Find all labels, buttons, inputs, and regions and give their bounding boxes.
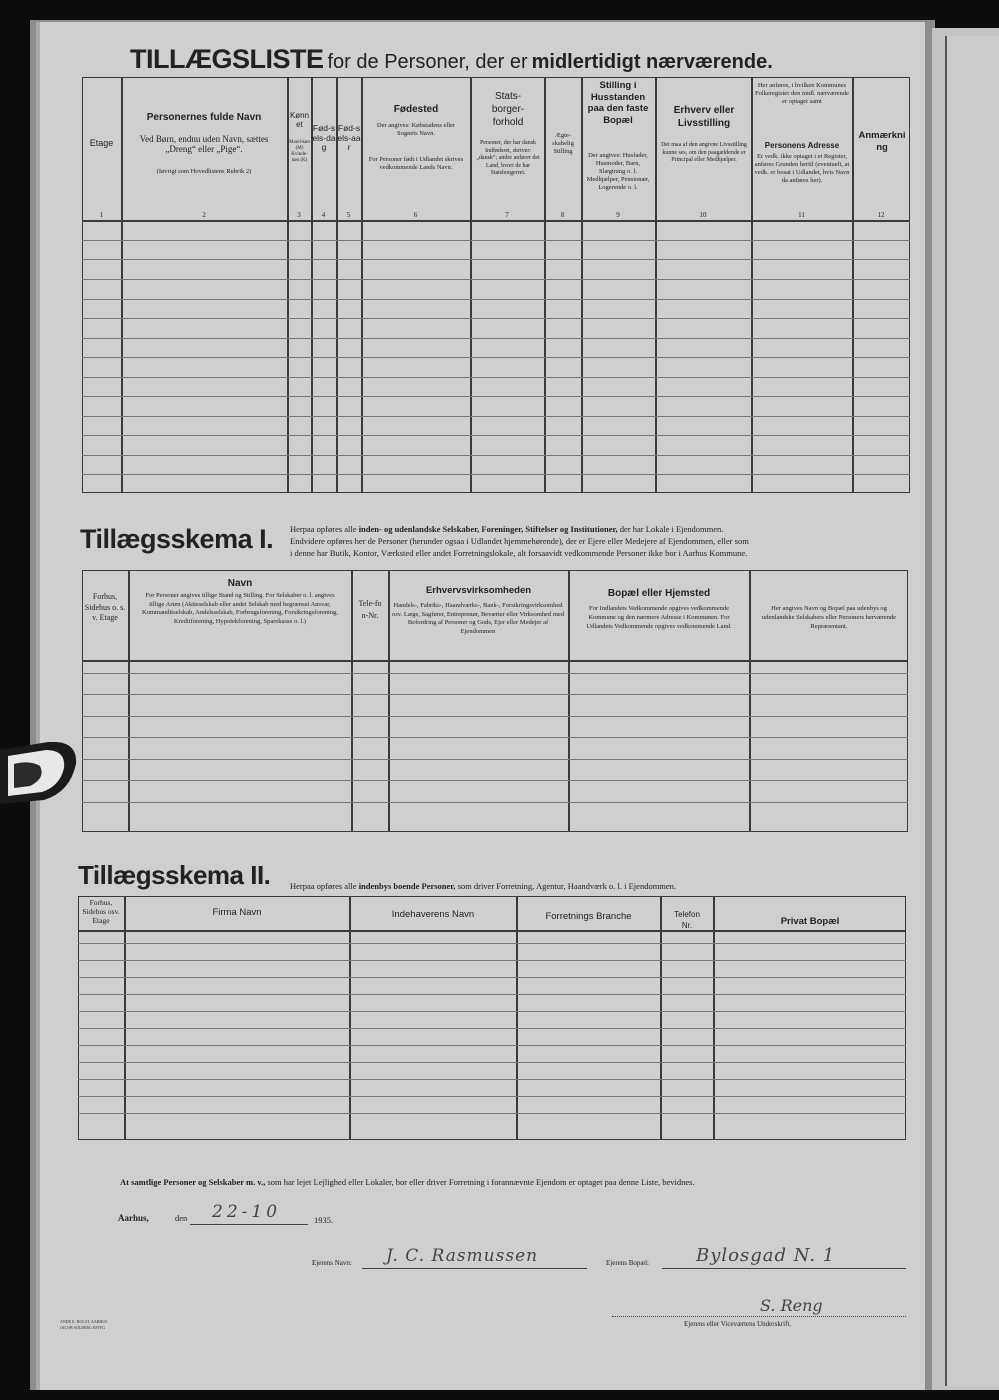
schema2-col-line	[713, 896, 715, 1140]
declaration-b: som har lejet Lejlighed eller Lokaler, bor eller driver Forretning i forannævnte Ejendom er optaget paa denne Liste, bevidnes.	[265, 1177, 695, 1187]
declaration	[120, 1177, 910, 1187]
list-col-line	[852, 77, 854, 493]
list-col-num: 6	[413, 211, 418, 219]
list-col-line	[361, 77, 363, 493]
schema1-row-line	[82, 716, 908, 717]
list-col6-head: Fødested	[393, 104, 439, 115]
schema1-desc-1b: inden- og udenlandske Selskaber, Foreninger, Stiftelser og Institutioner,	[358, 524, 618, 534]
schema2-col-line	[124, 896, 126, 1140]
list-col11-sub: Er vedk. ikke optaget i et Register, anføres Grunden hertil (eventuelt, at vedk. er bosat i Udlandet, hvis Navn da anføres her).	[754, 153, 850, 184]
list-row-line	[82, 377, 910, 378]
schema1-row-line	[82, 737, 908, 738]
list-col-num: 3	[297, 211, 301, 219]
binder-clip-icon	[0, 742, 80, 804]
schema1-desc-1a: Herpaa opføres alle	[290, 524, 359, 534]
list-row-line	[82, 474, 910, 475]
list-col-num: 10	[699, 211, 707, 219]
schema1-title: Tillægsskema I.	[80, 524, 274, 554]
list-header-divider	[82, 220, 910, 222]
schema2-row-line	[78, 977, 906, 978]
schema1-col-navn: Navn	[227, 578, 253, 589]
list-row-line	[82, 396, 910, 397]
list-row-line	[82, 259, 910, 260]
list-col10-head: Erhverv eller Livsstilling	[673, 105, 735, 129]
schema1-col-erhverv-sub: Handels-, Fabriks-, Haandværks-, Bank-, Forsikringsvirksomhed osv. Læge, Sagfører, Entreprenør, Beværter eller Virksomhed med Befordring af Personer og Gods, Ejer eller Medejer af Ejendommen	[392, 602, 565, 635]
list-row-line	[82, 338, 910, 339]
schema2-row-line	[78, 943, 906, 944]
signature-label: Ejerens eller Viceværtens Underskrift.	[684, 1320, 792, 1328]
list-col-line	[581, 77, 583, 493]
schema1-row-line	[82, 780, 908, 781]
schema1-col-line	[749, 570, 751, 832]
schema2-row-line	[78, 1028, 906, 1029]
list-row-line	[82, 299, 910, 300]
schema2-desc-c: som driver Forretning, Agentur, Haandværk o. l. i Ejendommen.	[455, 881, 677, 891]
list-title-rest: for de Personer, der er	[327, 51, 528, 73]
list-col12-head: Anmærkning	[858, 130, 906, 153]
list-col6-note: For Personer født i Udlandet skrives vedkommende Lands Navn.	[368, 156, 464, 171]
schema2-desc-b: indenbys boende Personer,	[358, 881, 456, 891]
list-col-num: 11	[798, 211, 805, 219]
list-col-line	[751, 77, 753, 493]
facing-page-inner	[945, 36, 999, 1386]
schema1-col-etage: Forhus, Sidehus o. s. v. Etage	[84, 592, 126, 622]
schema1-col-navn-sub: For Personer angives tillige Stand og Stilling. For Selskaber o. l. angives tillige Arten (Aktieselskab eller andet Selskab med begrænset Ansvar, Kommanditselskab, Andelsselskab, Forbrugsforening, Forsikringsforening, Kreditforening, Hypotekforening, Sparekasse o. l.)	[142, 592, 338, 625]
owner-address-label: Ejerens Bopæl:	[606, 1259, 649, 1267]
schema2-col-tlf: Telefon Nr.	[674, 910, 700, 930]
schema1-col-line	[351, 570, 353, 832]
schema2-title: Tillægsskema II.	[78, 860, 271, 890]
schema2-row-line	[78, 1011, 906, 1012]
list-col10-sub: Det maa af den angivne Livsstilling kunne ses, om den paagældende er Principal eller Medhjælper.	[661, 142, 747, 163]
list-title-big: TILLÆGSLISTE	[130, 44, 324, 74]
schema2-row-line	[78, 994, 906, 995]
schema1-col-repr: Her angives Navn og Bopæl paa udenbys og udenlandske Selskabers eller Personers herværende Repræsentant.	[762, 605, 896, 630]
schema1-col-bopael-sub: For Indlandets Vedkommende opgives vedkommende Kommune og den nærmere Adresse i Kommunen. For Udlandets Vedkommende opgives vedkommende Land.	[586, 605, 732, 630]
printer-line-1: ANDE E. HOLST, AARHUS	[60, 1319, 108, 1324]
list-col4-head: Fød-sels-dag	[312, 123, 336, 153]
schema1-desc-1c: der har Lokale i Ejendommen.	[617, 524, 724, 534]
list-col-num: 7	[505, 211, 509, 219]
date-line	[190, 1224, 308, 1225]
schema2-row-line	[78, 1079, 906, 1080]
schema2-col-line	[660, 896, 662, 1140]
schema1-col-tlf: Tele-fon-Nr.	[358, 599, 382, 620]
list-col2-sub: Ved Børn, endnu uden Navn, sættes „Dreng“ eller „Pige“.	[139, 134, 269, 155]
schema1-row-line	[82, 759, 908, 760]
year-label: 1935.	[314, 1215, 334, 1225]
list-row-line	[82, 318, 910, 319]
list-title	[130, 44, 890, 75]
list-col-num: 5	[346, 211, 351, 219]
list-row-line	[82, 455, 910, 456]
list-col3-head: Kønnet	[289, 111, 310, 129]
date-handwritten: 22-10	[212, 1202, 282, 1222]
list-col8-sub: Ægte-skabelig Stilling	[552, 132, 574, 155]
schema1-col-bopael: Bopæl eller Hjemsted	[607, 588, 711, 599]
owner-name-line	[362, 1268, 587, 1269]
signature-line	[612, 1316, 906, 1318]
schema2-row-line	[78, 1062, 906, 1063]
printer-line-2: JACOB SOLBERG EFTFG	[60, 1324, 106, 1330]
city-label: Aarhus,	[118, 1213, 149, 1223]
schema1-row-line	[82, 694, 908, 695]
list-col2-head: Personernes fulde Navn	[146, 112, 262, 123]
list-col-line	[470, 77, 472, 493]
schema2-row-line	[78, 1096, 906, 1097]
schema1-col-line	[568, 570, 570, 832]
schema2-col-line	[516, 896, 518, 1140]
list-row-line	[82, 435, 910, 436]
list-row-line	[82, 240, 910, 241]
list-col-num: 9	[616, 211, 620, 219]
schema2-col-privat: Privat Bopæl	[780, 916, 840, 927]
list-row-line	[82, 416, 910, 417]
schema2-row-line	[78, 1045, 906, 1046]
schema2-table	[78, 896, 906, 1140]
schema1-desc-3: i denne har Butik, Kontor, Værksted eller andet Forretningslokale, alt forsaavidt vedkommende Personer ikke bor i Aarhus Kommune.	[290, 548, 748, 558]
schema2-desc-a: Herpaa opføres alle	[290, 881, 359, 891]
schema2-row-line	[78, 960, 906, 961]
schema1-col-line	[388, 570, 390, 832]
printer-credit	[60, 1319, 107, 1330]
list-col1-head: Etage	[89, 138, 114, 148]
schema1-desc	[290, 523, 910, 559]
schema2-desc	[290, 881, 676, 891]
list-col-num: 4	[321, 211, 326, 219]
owner-name: J. C. Rasmussen	[386, 1246, 539, 1266]
signature: S. Reng	[760, 1296, 823, 1315]
schema2-col-firma: Firma Navn	[212, 907, 262, 918]
owner-address-line	[662, 1268, 906, 1269]
list-row-line	[82, 279, 910, 280]
owner-name-label: Ejerens Navn:	[312, 1259, 352, 1267]
list-col-num: 12	[877, 211, 885, 219]
schema2-col-branche: Forretnings Branche	[545, 911, 632, 922]
schema1-header-divider	[82, 660, 908, 662]
list-row-line	[82, 357, 910, 358]
list-title-bold: midlertidigt nærværende.	[531, 51, 773, 73]
owner-address: Bylosgad N. 1	[696, 1245, 836, 1266]
schema2-col-indehaver: Indehaverens Navn	[391, 909, 475, 920]
schema2-col-line	[349, 896, 351, 1140]
schema1-col-erhverv: Erhvervsvirksomheden	[425, 585, 532, 596]
list-col9-sub: Der angives: Husfader, Husmoder, Barn, Slægtning o. l. Medhjælper, Pensionær, Logerende o. l.	[586, 152, 650, 191]
list-col5-head: Fød-sels-aar	[337, 123, 361, 153]
list-col6-sub: Der angives: Købstadens eller Sognets Navn.	[376, 122, 456, 137]
list-col11-pre: Her anføres, i hvilken Kommunes Folkeregister den midl. nærværende er optaget samt	[755, 82, 849, 105]
schema1-row-line	[82, 673, 908, 674]
schema1-desc-2: Endvidere opføres her de Personer (herunder ogsaa i Udlandet hjemmehørende), der er Ejere eller Medejere af Ejendommen, eller som	[290, 536, 749, 546]
list-col7-head: Stats-borger-forhold	[491, 91, 525, 128]
list-col3-sub: Mand-køn (M) Kvinde-køn (K)	[289, 140, 310, 163]
schema2-header-divider	[78, 930, 906, 932]
schema2-col-etage: Forhus, Sidehus osv. Etage	[82, 898, 120, 925]
schema1-row-line	[82, 802, 908, 803]
list-col-num: 2	[202, 211, 206, 219]
list-col-num: 8	[560, 211, 565, 219]
declaration-a: At samtlige Personer og Selskaber m. v.,	[120, 1177, 266, 1187]
list-col-line	[121, 77, 123, 493]
list-col9-head: Stilling i Husstanden paa den faste Bopæl	[587, 80, 649, 126]
schema2-row-line	[78, 1113, 906, 1114]
schema1-col-line	[128, 570, 130, 832]
list-col-line	[655, 77, 657, 493]
list-col7-sub: Personer, der har dansk Indfødsret, skriver: „dansk“; andre anfører det Land, hvori de har Statsborgerret.	[476, 140, 540, 176]
list-col2-note: (Iøvrigt som Hovedlistens Rubrik 2)	[156, 168, 252, 175]
den-label: den	[175, 1213, 188, 1223]
list-col11-head: Personens Adresse	[764, 141, 840, 150]
list-col-num: 1	[99, 211, 104, 219]
